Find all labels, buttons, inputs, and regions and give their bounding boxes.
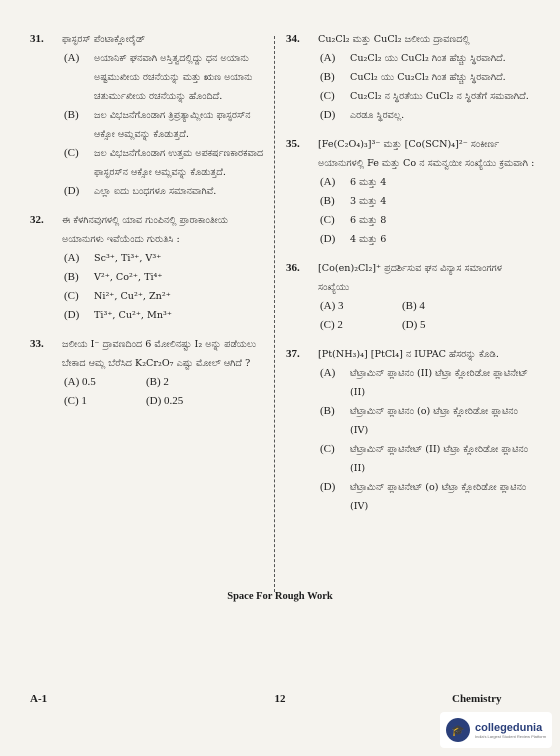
answer-option-row (30, 373, 266, 392)
answer-option (30, 268, 266, 287)
question (286, 135, 536, 249)
answer-option (30, 49, 266, 106)
logo-brand: collegedunia (475, 721, 543, 734)
question-stem: [Co(en)₂Cl₂]⁺ ಪ್ರದರ್ಶಿಸುವ ಘನ ವಿನ್ಯಾಸ ಸಮಾಂಗಗಳ ಸಂಖ್ಯೆಯು (318, 263, 502, 293)
option-text: ಟೆಟ್ರಾಮಿನ್ ಪ್ಲಾಟಿನೇಟ್ (o) ಟೆಟ್ರಾ ಕ್ಲೋರಿಡೋ ಪ್ಲಾಟಿನಂ (IV) (350, 482, 527, 512)
option-text: CuCl₂ ಯು Cu₂Cl₂ ಗಿಂತ ಹೆಚ್ಚು ಸ್ಥಿರವಾಗಿದೆ. (350, 72, 506, 83)
answer-option (286, 68, 536, 87)
answer-option: (C) 1 (64, 395, 87, 407)
answer-option: (B) 4 (402, 300, 425, 312)
answer-option (30, 106, 266, 144)
option-text: Ni²⁺, Cu²⁺, Zn²⁺ (94, 291, 171, 302)
question-number: 33. (30, 338, 44, 350)
answer-option: (D) 0.25 (146, 395, 184, 407)
answer-option (286, 173, 536, 192)
answer-option (286, 230, 536, 249)
graduation-cap-icon: 🎓 (446, 718, 470, 742)
answer-option (30, 144, 266, 182)
option-text: ಟೆಟ್ರಾಮಿನ್ ಪ್ಲಾಟಿನಂ (II) ಟೆಟ್ರಾ ಕ್ಲೋರಿಡೋ ಪ್ಲಾಟಿನೇಟ್ (II) (350, 368, 528, 398)
option-text: ಟೆಟ್ರಾಮಿನ್ ಪ್ಲಾಟಿನಂ (o) ಟೆಟ್ರಾ ಕ್ಲೋರಿಡೋ ಪ್ಲಾಟಿನಂ (IV) (350, 406, 518, 436)
option-label: (B) (64, 271, 79, 283)
answer-option (286, 87, 536, 106)
option-text: ಜಲ ವಿಭಜನೆಗೊಂಡಾಗ ತ್ರಿಪ್ರತ್ಯಾಮ್ಲೀಯ ಫಾಸ್ಫರಸ್‌ನ ಆಕ್ಸೋ ಆಮ್ಲವನ್ನು ಕೊಡುತ್ತದೆ. (94, 110, 251, 140)
answer-option: (A) 0.5 (64, 376, 96, 388)
question (30, 30, 266, 201)
question-stem: ಜಲೀಯ I⁻ ದ್ರಾವಣದಿಂದ 6 ಮೋಲಿನಷ್ಟು I₂ ಅನ್ನು ಪಡೆಯಲು ಬೇಕಾದ ಆಮ್ಲ ಬೆರೆಸಿದ K₂Cr₂O₇ ಎಷ್ಟು ಮೋಲ್ ಆಗಿದೆ ? (62, 339, 257, 369)
answer-option (286, 478, 536, 516)
column-divider (274, 36, 275, 592)
option-text: 4 ಮತ್ತು 6 (350, 234, 387, 245)
answer-option: (B) 2 (146, 376, 169, 388)
question-stem: [Pt(NH₃)₄] [PtCl₄] ನ IUPAC ಹೆಸರನ್ನು ಕೊಡಿ. (318, 349, 499, 360)
option-text: Cu₂Cl₂ ಯು CuCl₂ ಗಿಂತ ಹೆಚ್ಚು ಸ್ಥಿರವಾಗಿದೆ. (350, 53, 506, 64)
answer-option-row (30, 392, 266, 411)
option-label: (A) (320, 176, 336, 188)
option-label: (C) (320, 214, 335, 226)
option-label: (A) (320, 52, 336, 64)
page-number: 12 (274, 693, 286, 705)
question-number: 36. (286, 262, 300, 274)
answer-option (286, 402, 536, 440)
question (30, 335, 266, 411)
option-label: (A) (320, 367, 336, 379)
answer-option: (A) 3 (320, 300, 344, 312)
question-number: 34. (286, 33, 300, 45)
option-text: Ti³⁺, Cu²⁺, Mn³⁺ (94, 310, 172, 321)
question-stem: [Fe(C₂O₄)₃]³⁻ ಮತ್ತು [Co(SCN)₄]²⁻ ಸಂಕೀರ್ಣ ಅಯಾನುಗಳಲ್ಲಿ Fe ಮತ್ತು Co ನ ಸಮನ್ವಯೀ ಸಂಖ್ಯೆಯು ಕ್ರಮವಾಗಿ : (318, 139, 535, 169)
option-label: (B) (320, 405, 335, 417)
question-number: 32. (30, 214, 44, 226)
answer-option (286, 440, 536, 478)
option-text: V²⁺, Co²⁺, Ti⁴⁺ (94, 272, 163, 283)
question (30, 211, 266, 325)
answer-option (286, 192, 536, 211)
option-label: (C) (64, 290, 79, 302)
option-text: Sc³⁺, Ti³⁺, V³⁺ (94, 253, 162, 264)
answer-option (286, 49, 536, 68)
option-text: ಎರಡೂ ಸ್ಥಿರವಲ್ಲ. (350, 110, 405, 121)
option-label: (D) (320, 233, 336, 245)
footer-subject: Chemistry (452, 693, 502, 705)
question (286, 345, 536, 516)
answer-option (30, 287, 266, 306)
option-text: ಅಯಾನಿಕ್ ಘನವಾಗಿ ಅಸ್ತಿತ್ವದಲ್ಲಿದ್ದು ಧನ ಅಯಾನು ಅಷ್ಟಮುಖೀಯ ರಚನೆಯನ್ನು ಮತ್ತು ಋಣ ಅಯಾನು ಚತುರ್ಮುಖೀಯ ರಚನೆಯನ್ನು ಹೊಂದಿದೆ. (94, 53, 253, 102)
option-label: (B) (320, 195, 335, 207)
option-label: (C) (320, 90, 335, 102)
answer-option: (D) 5 (402, 319, 426, 331)
answer-option (30, 306, 266, 325)
collegedunia-logo (440, 712, 552, 748)
answer-option (286, 364, 536, 402)
option-label: (C) (320, 443, 335, 455)
rough-work-label: Space For Rough Work (227, 591, 333, 602)
answer-option (30, 249, 266, 268)
answer-option-row (286, 297, 536, 316)
answer-option (30, 182, 266, 201)
option-text: 6 ಮತ್ತು 4 (350, 177, 387, 188)
question-number: 31. (30, 33, 44, 45)
right-column (286, 30, 536, 526)
option-text: 6 ಮತ್ತು 8 (350, 215, 387, 226)
option-text: ಟೆಟ್ರಾಮಿನ್ ಪ್ಲಾಟಿನೇಟ್ (II) ಟೆಟ್ರಾ ಕ್ಲೋರಿಡೋ ಪ್ಲಾಟಿನಂ (II) (350, 444, 528, 474)
option-text: 3 ಮತ್ತು 4 (350, 196, 387, 207)
option-label: (A) (64, 52, 80, 64)
option-text: ಎಲ್ಲಾ ಐದು ಬಂಧಗಳೂ ಸಮಾನವಾಗಿವೆ. (94, 186, 217, 197)
option-label: (D) (320, 109, 336, 121)
question (286, 30, 536, 125)
question-stem: ಫಾಸ್ಫರಸ್ ಪೆಂಟಾಕ್ಲೋರೈಡ್ (62, 34, 146, 45)
question-stem: Cu₂Cl₂ ಮತ್ತು CuCl₂ ಜಲೀಯ ದ್ರಾವಣದಲ್ಲಿ (318, 34, 470, 45)
option-label: (B) (320, 71, 335, 83)
question-number: 37. (286, 348, 300, 360)
logo-tagline: India's Largest Student Review Platform (475, 733, 547, 739)
answer-option (286, 211, 536, 230)
option-text: ಜಲ ವಿಭಜನೆಗೊಂಡಾಗ ಉತ್ತಮ ಅಪಕರ್ಷಣಕಾರಕವಾದ ಫಾಸ್ಫರಸ್‌ನ ಆಕ್ಸೋ ಆಮ್ಲವನ್ನು ಕೊಡುತ್ತದೆ. (94, 148, 264, 178)
option-label: (C) (64, 147, 79, 159)
option-label: (D) (64, 309, 80, 321)
question-stem: ಈ ಕೆಳಗಿನವುಗಳಲ್ಲಿ ಯಾವ ಗುಂಪಿನಲ್ಲಿ ಪ್ರಾರಾಕಾಂತೀಯ ಅಯಾನುಗಳು ಇವೆಯೆಂದು ಗುರುತಿಸಿ : (62, 215, 229, 245)
option-label: (D) (64, 185, 80, 197)
option-label: (A) (64, 252, 80, 264)
left-column (30, 30, 266, 421)
option-label: (D) (320, 481, 336, 493)
question (286, 259, 536, 335)
option-label: (B) (64, 109, 79, 121)
footer-code: A-1 (30, 693, 48, 705)
option-text: Cu₂Cl₂ ನ ಸ್ಥಿರತೆಯು CuCl₂ ನ ಸ್ಥಿರತೆಗೆ ಸಮವಾಗಿದೆ. (350, 91, 529, 102)
question-number: 35. (286, 138, 300, 150)
answer-option: (C) 2 (320, 319, 343, 331)
answer-option-row (286, 316, 536, 335)
answer-option (286, 106, 536, 125)
